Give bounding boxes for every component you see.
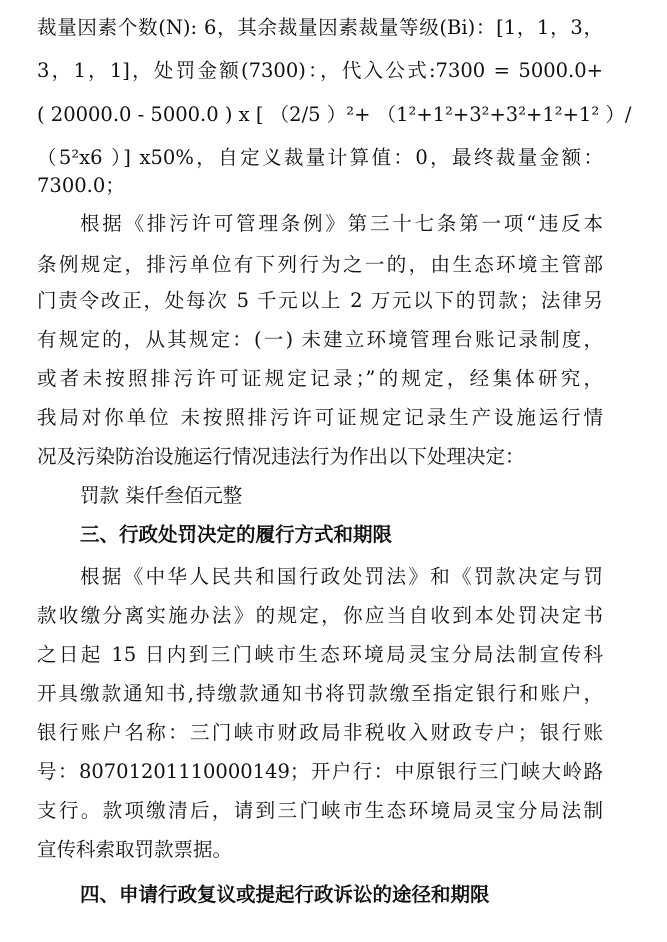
text-line: ( 20000.0 - 5000.0 ) x [ （2/5 ）²+ （1²+1²+3²+3²+1²+1² ）/ bbox=[37, 103, 632, 126]
text-line: 7300.0； bbox=[37, 174, 125, 197]
text-line: 我局对你单位 未按照排污许可证规定记录生产设施运行情 bbox=[37, 406, 603, 429]
text-line: 宣传科索取罚款票据。 bbox=[37, 838, 233, 861]
penalty-line: 罚款 柒仟叁佰元整 bbox=[80, 484, 243, 507]
text-line: 有规定的，从其规定：(一) 未建立环境管理台账记录制度， bbox=[37, 328, 603, 351]
section-heading-3: 三、行政处罚决定的履行方式和期限 bbox=[80, 523, 393, 546]
text-line: 门责令改正，处每次 5 千元以上 2 万元以下的罚款；法律另 bbox=[37, 289, 603, 312]
text-line: 况及污染防治设施运行情况违法行为作出以下处理决定： bbox=[37, 445, 525, 468]
text-line: 号：80701201110000149；开户行：中原银行三门峡大岭路 bbox=[37, 760, 603, 783]
text-line: （5²x6 ）] x50%，自定义裁量计算值：0，最终裁量金额： bbox=[37, 146, 603, 169]
text-line: 支行。款项缴清后，请到三门峡市生态环境局灵宝分局法制 bbox=[37, 799, 603, 822]
text-line: 条例规定，排污单位有下列行为之一的，由生态环境主管部 bbox=[37, 253, 603, 276]
text-line: 开具缴款通知书,持缴款通知书将罚款缴至指定银行和账户， bbox=[37, 682, 603, 705]
paragraph-start-line: 根据《中华人民共和国行政处罚法》和《罚款决定与罚 bbox=[80, 565, 603, 588]
text-line: 之日起 15 日内到三门峡市生态环境局灵宝分局法制宣传科 bbox=[37, 643, 603, 666]
paragraph-start-line: 根据《排污许可管理条例》第三十七条第一项“违反本 bbox=[80, 212, 603, 235]
text-line: 银行账户名称：三门峡市财政局非税收入财政专户；银行账 bbox=[37, 721, 603, 744]
text-line: 款收缴分离实施办法》的规定，你应当自收到本处罚决定书 bbox=[37, 604, 603, 627]
text-line: 3，1，1]，处罚金额(7300)：，代入公式:7300 = 5000.0+ bbox=[37, 59, 603, 82]
section-heading-4: 四、申请行政复议或提起行政诉讼的途径和期限 bbox=[80, 883, 490, 906]
text-line: 或者未按照排污许可证规定记录；”的规定，经集体研究， bbox=[37, 367, 603, 390]
text-line: 裁量因素个数(N): 6，其余裁量因素裁量等级(Bi)：[1，1，3， bbox=[37, 16, 603, 39]
